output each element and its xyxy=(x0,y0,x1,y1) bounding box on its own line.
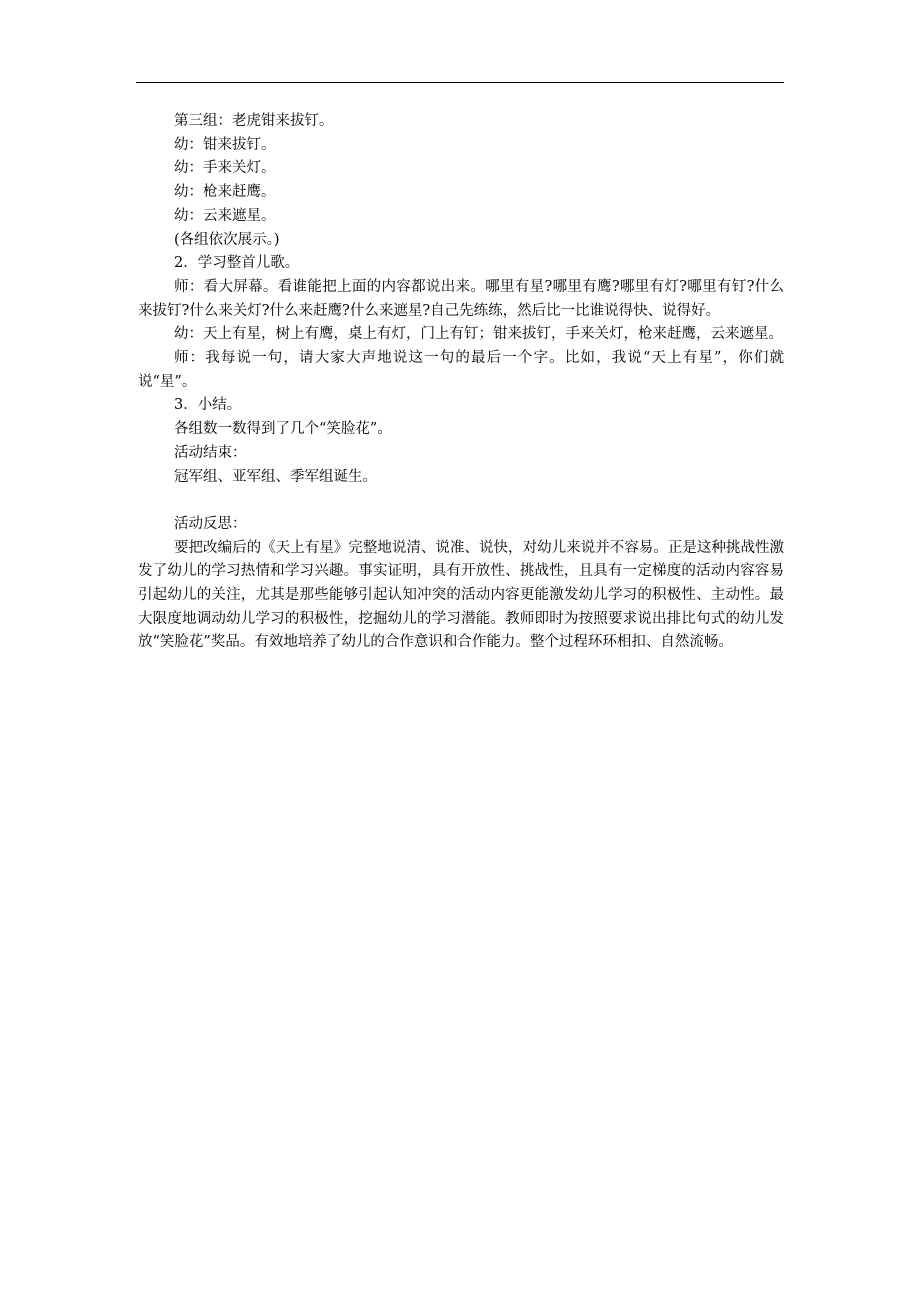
document-body xyxy=(138,110,784,655)
paragraph-child-full-rhyme: 幼：天上有星，树上有鹰，桌上有灯，门上有钉；钳来拔钉，手来关灯，枪来赶鹰，云来遮星。 xyxy=(174,326,783,343)
paragraph-teacher-questions: 师：看大屏幕。看谁能把上面的内容都说出来。哪里有星?哪里有鹰?哪里有灯?哪里有钉?什么来拔钉?什么来关灯?什么来赶鹰?什么来遮星?自己先练练，然后比一比谁说得快、说得好。 xyxy=(138,278,784,319)
paragraph-step-2: 2．学习整首儿歌。 xyxy=(174,255,300,272)
paragraph-winners: 冠军组、亚军组、季军组诞生。 xyxy=(174,468,377,485)
paragraph-child-line-2: 幼：手来关灯。 xyxy=(174,160,276,177)
paragraph-child-line-4: 幼：云来遮星。 xyxy=(174,207,276,224)
header-rule xyxy=(136,82,784,83)
paragraph-count-flowers: 各组数一数得到了几个“笑脸花”。 xyxy=(174,421,392,438)
paragraph-child-line-3: 幼：枪来赶鹰。 xyxy=(174,184,276,201)
paragraph-activity-end-heading: 活动结束： xyxy=(174,444,247,461)
blank-line xyxy=(138,489,784,513)
paragraph-groups-present: (各组依次展示。) xyxy=(174,231,280,248)
paragraph-group3: 第三组：老虎钳来拔钉。 xyxy=(174,113,334,129)
paragraph-teacher-instruction: 师：我每说一句，请大家大声地说这一句的最后一个字。比如，我说“天上有星”，你们就说“星”。 xyxy=(138,350,784,390)
paragraph-step-3: 3．小结。 xyxy=(174,397,242,414)
reflection-body: 要把改编后的《天上有星》完整地说清、说准、说快，对幼儿来说并不容易。正是这种挑战性激发了幼儿的学习热情和学习兴趣。事实证明，具有开放性、挑战性，且具有一定梯度的活动内容容易引起幼儿的关注，尤其是那些能够引起认知冲突的活动内容更能激发幼儿学习的积极性、主动性。最大限度地调动幼儿学习的积极性，挖掘幼儿的学习潜能。教师即时为按照要求说出排比句式的幼儿发放“笑脸花”奖品。有效地培养了幼儿的合作意识和合作能力。整个过程环环相扣、自然流畅。 xyxy=(138,539,784,651)
paragraph-child-line-1: 幼：钳来拔钉。 xyxy=(174,136,276,153)
reflection-heading: 活动反思： xyxy=(174,515,247,532)
